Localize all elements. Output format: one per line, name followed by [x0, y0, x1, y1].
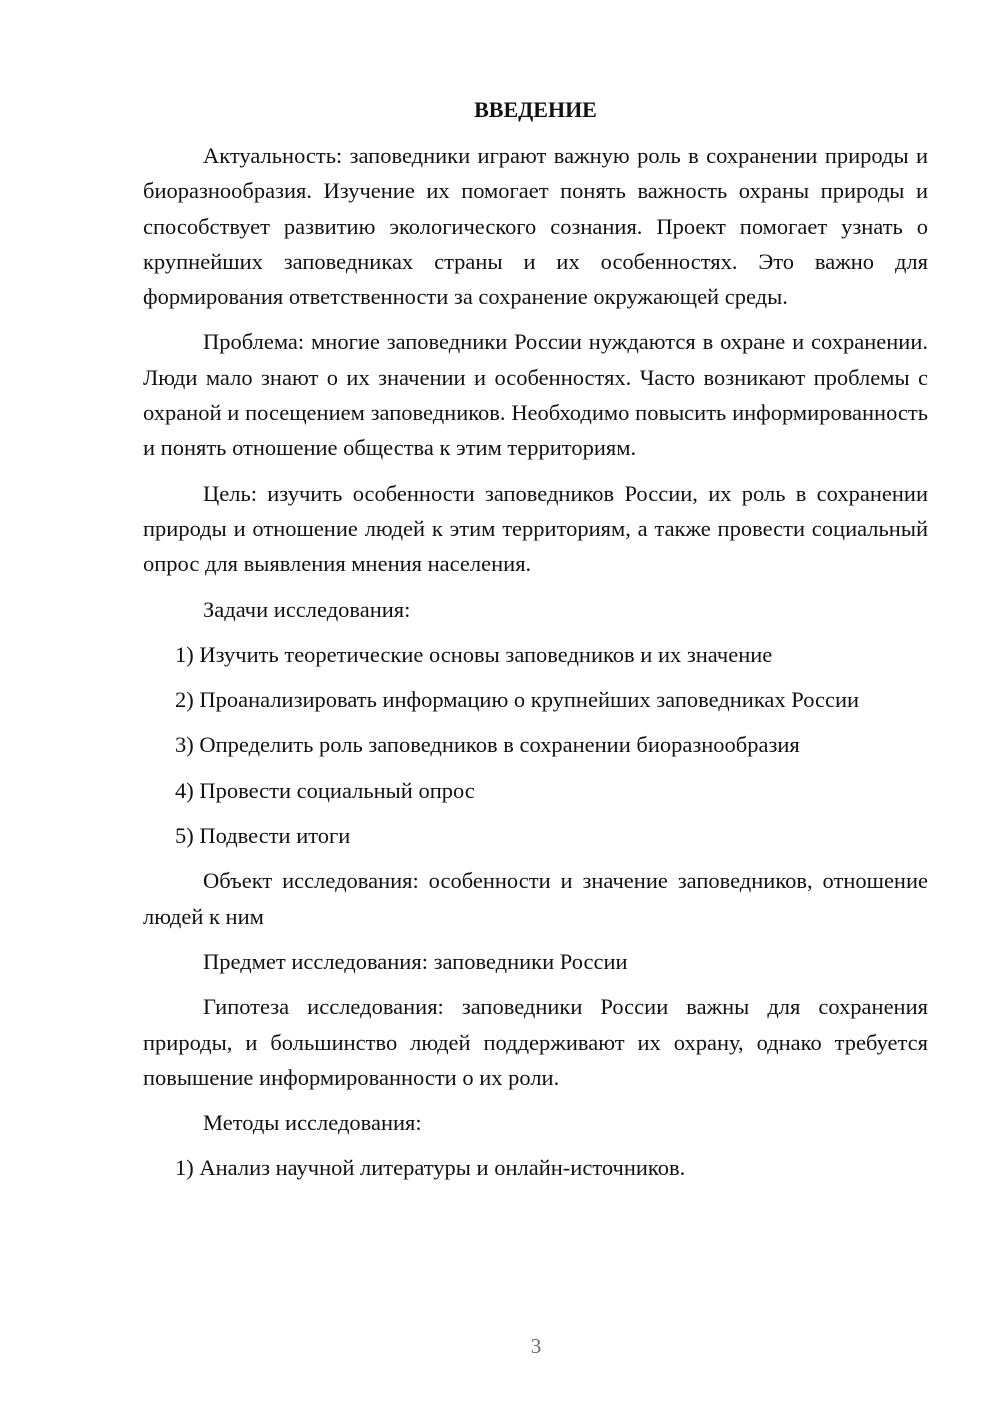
relevance-paragraph: Актуальность: заповедники играют важную роль в сохранении природы и биоразнообразия. Изучение их помогает понять важность охраны природы и способствует развитию экологического сознания. Проект помогает узнать о крупнейших заповедниках страны и их особенностях. Это важно для формирования ответственности за сохранение окружающей среды. [143, 143, 928, 310]
task-item-2: 2) Проанализировать информацию о крупнейших заповедниках России [175, 687, 860, 713]
methods-heading: Методы исследования: [203, 1110, 422, 1136]
task-item-4: 4) Провести социальный опрос [175, 777, 475, 803]
page-title: ВВЕДЕНИЕ [474, 97, 597, 122]
goal-paragraph: Цель: изучить особенности заповедников России, их роль в сохранении природы и отношение людей к этим территориям, а также провести социальный опрос для выявления мнения населения. [143, 480, 928, 577]
object-paragraph: Объект исследования: особенности и значение заповедников, отношение людей к ним [143, 868, 928, 929]
task-item-1: 1) Изучить теоретические основы заповедников и их значение [175, 641, 773, 667]
page-content [143, 92, 928, 1186]
problem-paragraph: Проблема: многие заповедники России нуждаются в охране и сохранении. Люди мало знают о их значении и особенностях. Часто возникают проблемы с охраной и посещением заповедников. Необходимо повысить информированность и понять отношение общества к этим территориям. [143, 329, 928, 461]
task-item-3: 3) Определить роль заповедников в сохранении биоразнообразия [175, 732, 800, 758]
hypothesis-paragraph: Гипотеза исследования: заповедники России важны для сохранения природы, и большинство людей поддерживают их охрану, однако требуется повышение информированности о их роли. [143, 994, 928, 1090]
tasks-heading: Задачи исследования: [203, 596, 411, 622]
page-number: 3 [530, 1334, 542, 1358]
task-item-5: 5) Подвести итоги [175, 823, 351, 849]
subject-paragraph: Предмет исследования: заповедники России [203, 948, 628, 974]
method-item-1: 1) Анализ научной литературы и онлайн-источников. [175, 1155, 686, 1181]
